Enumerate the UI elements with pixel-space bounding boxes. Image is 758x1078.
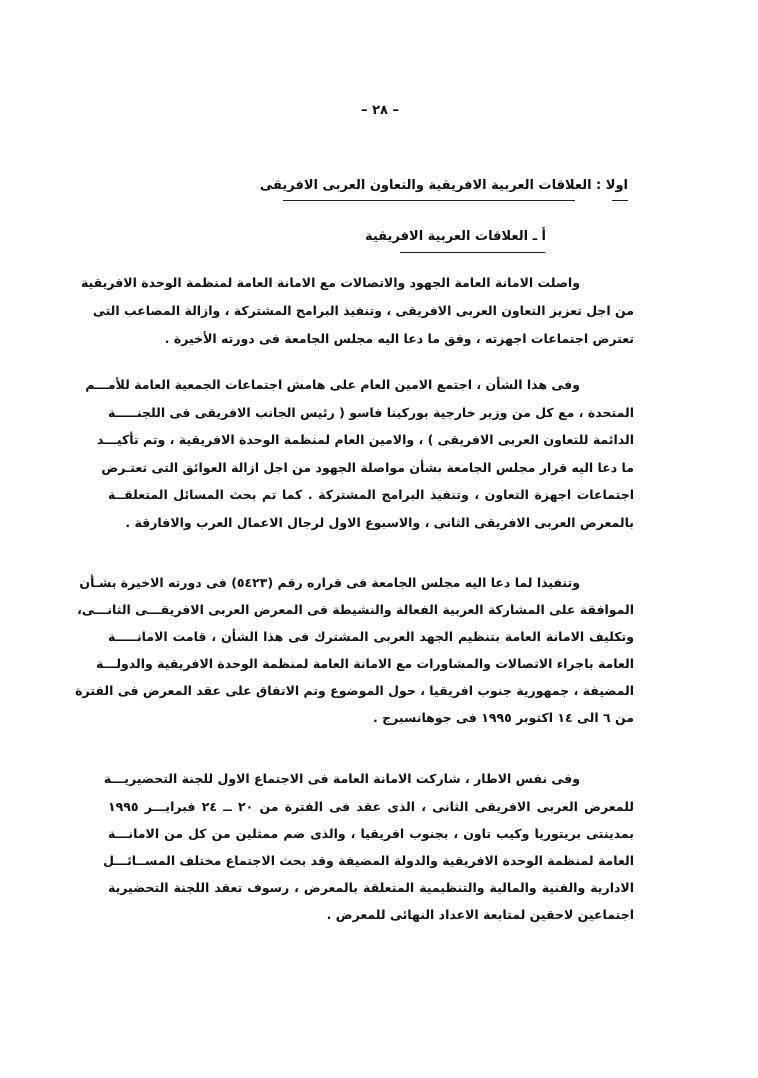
paragraph-line: اجتماعات اجهزة التعاون ، وتنفيذ البرامج المشتركة . كما تم بحث المسائل المتعلقــة — [108, 487, 634, 502]
paragraph-line: بالمعرض العربى الافريقى الثانى ، والاسبوع الاول لرجال الاعمال العرب والافارقة . — [125, 515, 634, 530]
paragraph-line: العامة باجراء الاتصالات والمشاورات مع الامانة العامة لمنظمة الوحدة الافريقية والدولـــة — [95, 656, 634, 671]
paragraph-line: وفى نفس الاطار ، شاركت الامانة العامة فى الاجتماع الاول للجنة التحضيريـــة — [103, 771, 580, 786]
subheading-underline — [400, 252, 545, 253]
page-number: – ٢٨ – — [361, 103, 399, 118]
paragraph-line: وفى هذا الشأن ، اجتمع الامين العام على هامش اجتماعات الجمعية العامة للأمـــم — [85, 377, 580, 392]
paragraph-line: من ٦ الى ١٤ اكتوبر ١٩٩٥ فى جوهانسبرج . — [373, 710, 634, 725]
paragraph-line: المضيفة ، جمهورية جنوب افريقيا ، حول الموضوع وتم الاتفاق على عقد المعرض فى الفترة — [75, 683, 634, 698]
paragraph-line: اجتماعين لاحقين لمتابعة الاعداد النهائى للمعرض . — [326, 907, 634, 922]
paragraph-line: وتكليف الامانة العامة بتنظيم الجهد العربى المشترك فى هذا الشأن ، قامت الامانـــــة — [108, 629, 634, 644]
paragraph-line: الادارية والفنية والمالية والتنظيمية المتعلقة بالمعرض ، رسوف تعقد اللجنة التحضيرية — [108, 880, 634, 895]
paragraph-line: تعترض اجتماعات اجهزته ، وفق ما دعا اليه مجلس الجامعة فى دورته الأخيرة . — [164, 331, 634, 346]
heading-underline — [283, 200, 575, 201]
paragraph-line: المتحدة ، مع كل من وزير خارجية بوركينا فاسو ( رئيس الجانب الافريقى فى اللجنـــــة — [108, 405, 634, 420]
paragraph-line: من اجل تعزيز التعاون العربى الافريقى ، وتنفيذ البرامج المشتركة ، وازالة المصاعب التى — [92, 303, 634, 318]
section-heading: اولا : العلاقات العربية الافريقية والتعاون العربى الافريقى — [259, 178, 628, 193]
paragraph-line: بمدينتى بريتوريا وكيب تاون ، بجنوب افريقيا ، والذى ضم ممثلين من كل من الامانـــة — [108, 826, 634, 841]
paragraph-line: واصلت الامانة العامة الجهود والاتصالات مع الامانة العامة لمنظمة الوحدة الافريقية — [80, 275, 580, 290]
paragraph-line: الدائمة للتعاون العربى الافريقى ) ، والامين العام لمنظمة الوحدة الافريقية ، وتم تأكيـــد — [96, 432, 634, 447]
heading-underline-short — [612, 200, 628, 201]
paragraph-line: وتنفيذا لما دعا اليه مجلس الجامعة فى قراره رقم (٥٤٢٣) فى دورته الاخيرة بشـأن — [79, 575, 580, 590]
paragraph-line: الموافقة على المشاركة العربية الفعالة والنشيطة فى المعرض العربى الافريقـــى الثانـــى، — [77, 602, 634, 617]
subsection-heading: أ ـ العلاقات العربية الافريقية — [364, 229, 546, 244]
paragraph-line: للمعرض العربى الافريقى الثانى ، الذى عقد فى الفترة من ٢٠ ــ ٢٤ فبرايـــر ١٩٩٥ — [108, 799, 635, 814]
paragraph-line: العامة لمنظمة الوحدة الافريقية والدولة المضيفة وقد بحث الاجتماع مختلف المســائـــل — [103, 853, 634, 868]
paragraph-line: ما دعا اليه قرار مجلس الجامعة بشأن مواصلة الجهود من اجل ازالة العوائق التى تعتـرض — [101, 460, 634, 475]
